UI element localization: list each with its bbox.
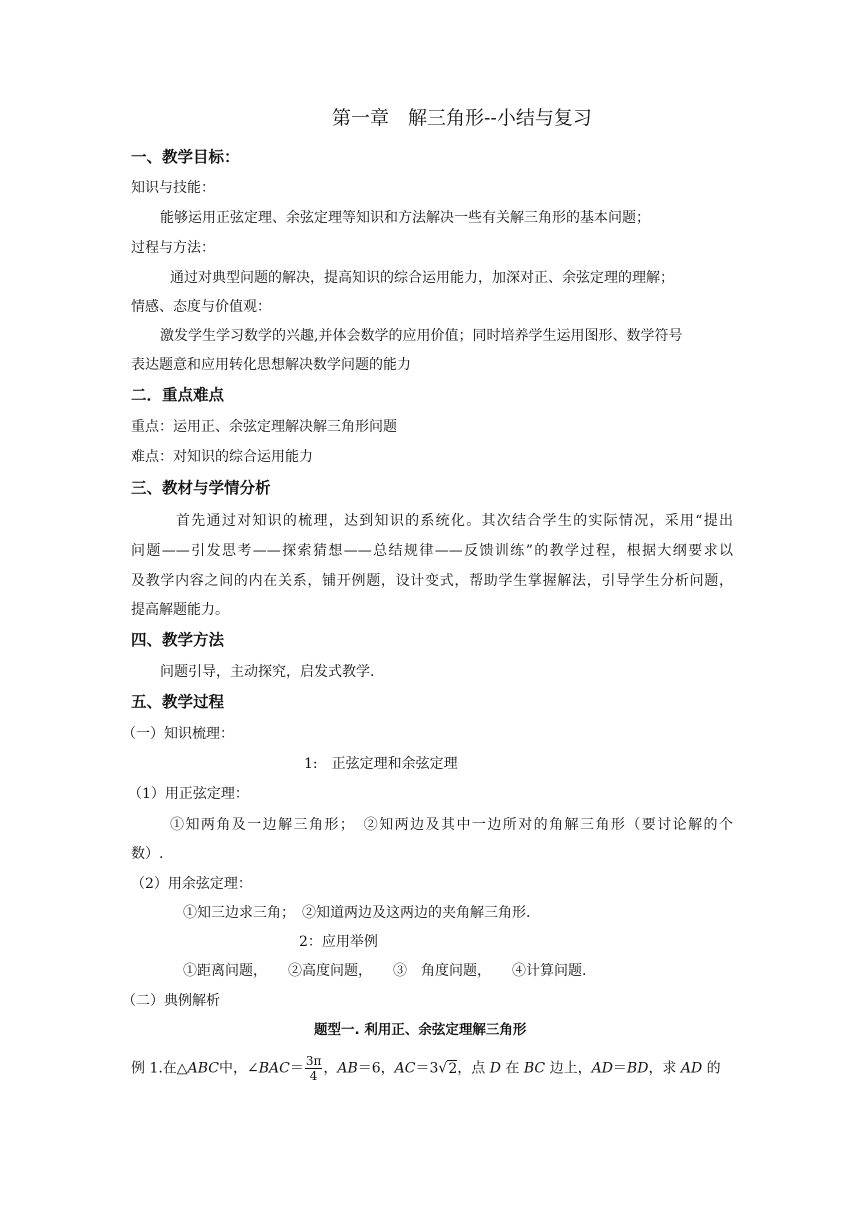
analysis-paragraph-line-3: 及教学内容之间的内在关系，铺开例题，设计变式，帮助学生掌握解法，引导学生分析问题，	[131, 573, 733, 589]
equals-sign-2: ＝	[612, 1060, 627, 1077]
side-ac-value: ＝3	[415, 1060, 439, 1077]
problem-type-1-heading: 题型一. 利用正、余弦定理解三角形	[314, 1022, 527, 1038]
emotion-values-text-1: 激发学生学习数学的兴趣,并体会数学的应用价值；同时培养学生运用图形、数学符号	[160, 328, 683, 344]
angle-bac: BAC	[258, 1060, 290, 1077]
sqrt-sign-icon: √	[438, 1060, 448, 1077]
fraction-denominator: 4	[309, 1069, 318, 1083]
emotion-values-text-2: 表达题意和应用转化思想解决数学问题的能力	[131, 357, 411, 373]
example-1-text-in: 中，∠	[218, 1060, 259, 1077]
cosine-rule-cases: ①知三边求三角； ②知道两边及这两边的夹角解三角形.	[183, 905, 531, 921]
analysis-paragraph-line-4: 提高解题能力。	[131, 602, 229, 618]
process-methods-label: 过程与方法：	[131, 240, 215, 256]
sine-rule-label: （1）用正弦定理：	[128, 786, 249, 802]
section-heading-analysis: 三、教材与学情分析	[131, 479, 271, 497]
fraction-numerator: 3π	[305, 1054, 322, 1068]
process-methods-text: 通过对典型问题的解决，提高知识的综合运用能力，加深对正、余弦定理的理解；	[170, 270, 674, 286]
section-heading-methods: 四、教学方法	[131, 631, 225, 649]
analysis-paragraph-line-1: 首先通过对知识的梳理，达到知识的系统化。其次结合学生的实际情况，采用“提出	[176, 513, 733, 529]
emotion-values-label: 情感、态度与价值观：	[131, 299, 271, 315]
side-ab-value: ＝6，	[357, 1060, 395, 1077]
example-1-prefix: 例 1.在△	[131, 1060, 188, 1077]
methods-text: 问题引导，主动探究，启发式教学.	[160, 664, 375, 680]
sqrt-radicand: 2	[448, 1060, 458, 1077]
examples-label: （二）典例解析	[122, 993, 220, 1009]
section-heading-keypoints: 二．重点难点	[131, 386, 225, 404]
triangle-abc: ABC	[187, 1060, 219, 1077]
example-1-text-side: 边上，	[545, 1060, 592, 1077]
section-heading-objectives: 一、教学目标：	[131, 148, 240, 166]
side-bc: BC	[523, 1060, 546, 1077]
segment-ad: AD	[591, 1060, 613, 1077]
equals-sign: ＝	[289, 1060, 304, 1077]
fraction-3pi-over-4	[305, 1054, 323, 1083]
page-title: 第一章 解三角形--小结与复习	[332, 107, 592, 129]
side-ac: AC	[394, 1060, 416, 1077]
knowledge-skills-text: 能够运用正弦定理、余弦定理等知识和方法解决一些有关解三角形的基本问题；	[160, 210, 650, 226]
difficult-point-text: 难点：对知识的综合运用能力	[131, 449, 313, 465]
segment-bd: BD	[626, 1060, 649, 1077]
comma: ，	[323, 1060, 338, 1077]
analysis-paragraph-line-2: 问题——引发思考——探索猜想——总结规律——反馈训练”的教学过程，根据大纲要求以	[131, 543, 733, 559]
example-1-text-tail: 的	[702, 1060, 721, 1077]
knowledge-review-label: （一）知识梳理：	[122, 726, 234, 742]
example-1-text-on: 在	[500, 1060, 524, 1077]
application-types: ①距离问题， ②高度问题， ③ 角度问题， ④计算问题.	[183, 963, 587, 979]
cosine-rule-label: （2）用余弦定理：	[131, 876, 252, 892]
section-heading-process: 五、教学过程	[131, 693, 225, 711]
sine-rule-cases-line-2: 数）.	[131, 846, 164, 862]
sine-rule-cases-line-1: ①知两角及一边解三角形； ②知两边及其中一边所对的角解三角形（要讨论解的个	[170, 817, 733, 833]
example-1-text-find: ，求	[648, 1060, 681, 1077]
point-d: D	[489, 1060, 501, 1077]
applications-item-title: 2：应用举例	[299, 934, 378, 950]
example-1-text	[131, 1054, 721, 1083]
theorems-item-title: 1: 正弦定理和余弦定理	[304, 756, 458, 772]
side-ab: AB	[337, 1060, 358, 1077]
segment-ad-target: AD	[680, 1060, 703, 1077]
key-point-text: 重点：运用正、余弦定理解决解三角形问题	[131, 419, 397, 435]
example-1-text-point: ，点	[457, 1060, 490, 1077]
knowledge-skills-label: 知识与技能：	[131, 180, 215, 196]
